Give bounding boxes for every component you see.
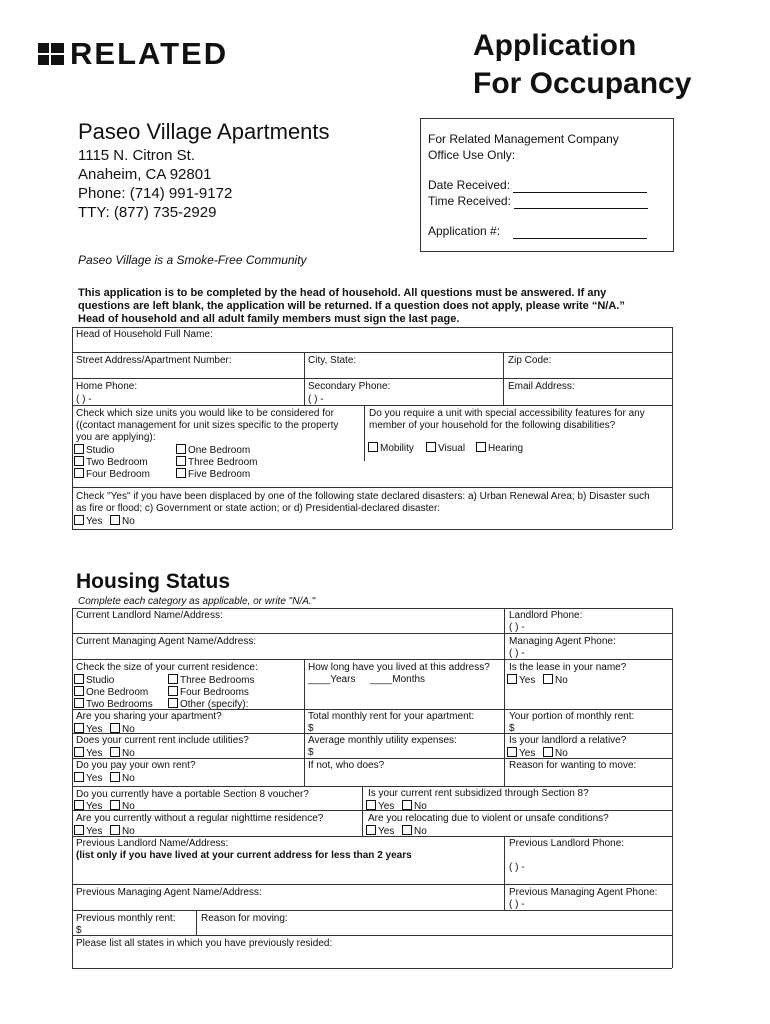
checkbox[interactable]	[110, 515, 120, 525]
avg-utility-label: Average monthly utility expenses:	[308, 735, 457, 746]
checkbox[interactable]	[176, 468, 186, 478]
prev-agent-label: Previous Managing Agent Name/Address:	[76, 887, 262, 898]
subsidized-yes-option[interactable]: Yes	[366, 800, 394, 813]
subsidized-no-option[interactable]: No	[402, 800, 427, 813]
own-rent-q: Do you pay your own rent?	[76, 760, 196, 771]
res-one-bedroom-option[interactable]: One Bedroom	[74, 686, 148, 699]
agent-phone-field[interactable]: ( ) -	[509, 648, 525, 659]
total-rent-label: Total monthly rent for your apartment:	[308, 711, 475, 722]
res-two-bedrooms-option[interactable]: Two Bedrooms	[74, 698, 153, 711]
email-label: Email Address:	[508, 381, 575, 392]
checkbox[interactable]	[543, 747, 553, 757]
studio-option[interactable]: Studio	[74, 444, 114, 457]
zip-code-label: Zip Code:	[508, 355, 552, 366]
agent-phone-label: Managing Agent Phone:	[509, 636, 616, 647]
prev-landlord-label: Previous Landlord Name/Address:	[76, 838, 229, 849]
secondary-phone-label: Secondary Phone:	[308, 381, 391, 392]
hearing-option[interactable]: Hearing	[476, 442, 523, 455]
res-studio-option[interactable]: Studio	[74, 674, 114, 687]
sharing-no-option[interactable]: No	[110, 723, 135, 736]
checkbox[interactable]	[110, 800, 120, 810]
lease-q: Is the lease in your name?	[509, 662, 627, 673]
checkbox[interactable]	[476, 442, 486, 452]
checkbox[interactable]	[366, 800, 376, 810]
lease-yes-option[interactable]: Yes	[507, 674, 535, 687]
own-rent-yes-option[interactable]: Yes	[74, 772, 102, 785]
application-number-field[interactable]	[513, 238, 647, 239]
secondary-phone-field[interactable]: ( ) -	[308, 394, 324, 405]
instructions: This application is to be completed by the head of household. All questions must be answered. If any questions are left blank, the application will be returned. If a question does not apply, please write “N/A.” Head of household and all adult family members must sign the last page.	[78, 287, 625, 325]
current-landlord-label: Current Landlord Name/Address:	[76, 610, 223, 621]
two-bedroom-option[interactable]: Two Bedroom	[74, 456, 148, 469]
years-field[interactable]: ____Years	[308, 674, 356, 685]
checkbox[interactable]	[176, 456, 186, 466]
who-pays-label: If not, who does?	[308, 760, 385, 771]
section8-no-option[interactable]: No	[110, 800, 135, 813]
prev-rent-label: Previous monthly rent:	[76, 913, 176, 924]
prev-agent-phone-label: Previous Managing Agent Phone:	[509, 887, 658, 898]
section8-yes-option[interactable]: Yes	[74, 800, 102, 813]
relative-yes-option[interactable]: Yes	[507, 747, 535, 760]
accessibility-q2: member of your household for the following disabilities?	[369, 420, 616, 431]
relocating-yes-option[interactable]: Yes	[366, 825, 394, 838]
property-name: Paseo Village Apartments	[78, 119, 330, 144]
property-tty: TTY: (877) 735-2929	[78, 204, 217, 221]
subsidized-q: Is your current rent subsidized through Section 8?	[368, 788, 589, 799]
unit-size-q1: Check which size units you would like to be considered for	[76, 408, 334, 419]
how-long-q: How long have you lived at this address?	[308, 662, 490, 673]
home-phone-field[interactable]: ( ) -	[76, 394, 92, 405]
hoh-name-label: Head of Household Full Name:	[76, 329, 213, 340]
unit-size-q2: ((contact management for unit sizes specific to the property	[76, 420, 339, 431]
five-bedroom-option[interactable]: Five Bedroom	[176, 468, 250, 481]
landlord-phone-field[interactable]: ( ) -	[509, 622, 525, 633]
rent-portion-label: Your portion of monthly rent:	[509, 711, 635, 722]
prev-landlord-note: (list only if you have lived at your current address for less than 2 years	[76, 850, 412, 861]
city-state-label: City, State:	[308, 355, 357, 366]
checkbox[interactable]	[74, 747, 84, 757]
checkbox[interactable]	[74, 825, 84, 835]
checkbox[interactable]	[110, 723, 120, 733]
logo-text: RELATED	[70, 36, 229, 71]
previous-states-label: Please list all states in which you have previously resided:	[76, 938, 333, 949]
prev-landlord-phone-label: Previous Landlord Phone:	[509, 838, 625, 849]
visual-option[interactable]: Visual	[426, 442, 465, 455]
checkbox[interactable]	[176, 444, 186, 454]
property-address2: Anaheim, CA 92801	[78, 166, 212, 183]
one-bedroom-option[interactable]: One Bedroom	[176, 444, 250, 457]
section8-q: Do you currently have a portable Section 8 voucher?	[76, 789, 309, 800]
checkbox[interactable]	[168, 698, 178, 708]
res-other-option[interactable]: Other (specify):	[168, 698, 248, 711]
checkbox[interactable]	[368, 442, 378, 452]
checkbox[interactable]	[168, 686, 178, 696]
res-four-bedrooms-option[interactable]: Four Bedrooms	[168, 686, 249, 699]
current-agent-label: Current Managing Agent Name/Address:	[76, 636, 257, 647]
months-field[interactable]: ____Months	[370, 674, 426, 685]
checkbox[interactable]	[74, 800, 84, 810]
total-rent-field[interactable]: $	[308, 723, 314, 734]
housing-status-subtitle: Complete each category as applicable, or write "N/A."	[78, 596, 316, 607]
sharing-q: Are you sharing your apartment?	[76, 711, 222, 722]
disaster-no-option[interactable]: No	[110, 515, 135, 528]
property-address1: 1115 N. Citron St.	[78, 147, 195, 164]
unit-size-q3: you are applying):	[76, 432, 156, 443]
own-rent-no-option[interactable]: No	[110, 772, 135, 785]
utilities-no-option[interactable]: No	[110, 747, 135, 760]
disaster-yes-option[interactable]: Yes	[74, 515, 102, 528]
property-info	[78, 118, 330, 222]
prev-rent-field[interactable]: $	[76, 925, 82, 936]
checkbox[interactable]	[74, 723, 84, 733]
checkbox[interactable]	[507, 747, 517, 757]
checkbox[interactable]	[110, 747, 120, 757]
nighttime-yes-option[interactable]: Yes	[74, 825, 102, 838]
checkbox[interactable]	[110, 825, 120, 835]
office-use-box: For Related Management Company Office Use Only: Date Received: Time Received: Application #:	[420, 118, 674, 252]
disaster-q2: as fire or flood; c) Government or state action; or d) Presidential-declared disaster:	[76, 503, 441, 514]
checkbox[interactable]	[74, 698, 84, 708]
utilities-q: Does your current rent include utilities?	[76, 735, 249, 746]
street-address-label: Street Address/Apartment Number:	[76, 355, 232, 366]
disaster-q1: Check "Yes" if you have been displaced by one of the following state declared disasters: a) Urban Renewal Area; b) Disaster such	[76, 491, 650, 502]
checkbox[interactable]	[74, 686, 84, 696]
checkbox[interactable]	[168, 674, 178, 684]
accessibility-q1: Do you require a unit with special accessibility features for any	[369, 408, 645, 419]
nighttime-q: Are you currently without a regular nighttime residence?	[76, 813, 324, 824]
property-phone: Phone: (714) 991-9172	[78, 185, 233, 202]
checkbox[interactable]	[74, 468, 84, 478]
prev-landlord-phone-field[interactable]: ( ) -	[509, 862, 525, 873]
related-logo	[38, 38, 228, 69]
relative-no-option[interactable]: No	[543, 747, 568, 760]
smoke-free-note: Paseo Village is a Smoke-Free Community	[78, 253, 307, 267]
landlord-phone-label: Landlord Phone:	[509, 610, 583, 621]
four-bedroom-option[interactable]: Four Bedroom	[74, 468, 150, 481]
checkbox[interactable]	[507, 674, 517, 684]
home-phone-label: Home Phone:	[76, 381, 138, 392]
checkbox[interactable]	[74, 772, 84, 782]
checkbox[interactable]	[110, 772, 120, 782]
three-bedroom-option[interactable]: Three Bedroom	[176, 456, 257, 469]
mobility-option[interactable]: Mobility	[368, 442, 414, 455]
time-received-field[interactable]	[514, 208, 648, 209]
rent-portion-field[interactable]: $	[509, 723, 515, 734]
avg-utility-field[interactable]: $	[308, 747, 314, 758]
lease-no-option[interactable]: No	[543, 674, 568, 687]
reason-wanting-move-label: Reason for wanting to move:	[509, 760, 637, 771]
housing-status-heading: Housing Status	[76, 570, 231, 593]
reason-moving-label: Reason for moving:	[201, 913, 288, 924]
checkbox[interactable]	[402, 825, 412, 835]
checkbox[interactable]	[74, 456, 84, 466]
page-title: Application For Occupancy	[473, 29, 692, 100]
checkbox[interactable]	[402, 800, 412, 810]
nighttime-no-option[interactable]: No	[110, 825, 135, 838]
utilities-yes-option[interactable]: Yes	[74, 747, 102, 760]
logo-mark-icon	[38, 43, 64, 65]
relocating-q: Are you relocating due to violent or unsafe conditions?	[368, 813, 609, 824]
sharing-yes-option[interactable]: Yes	[74, 723, 102, 736]
relative-q: Is your landlord a relative?	[509, 735, 627, 746]
checkbox[interactable]	[543, 674, 553, 684]
relocating-no-option[interactable]: No	[402, 825, 427, 838]
residence-size-q: Check the size of your current residence:	[76, 662, 258, 673]
res-three-bedrooms-option[interactable]: Three Bedrooms	[168, 674, 254, 687]
checkbox[interactable]	[74, 515, 84, 525]
checkbox[interactable]	[366, 825, 376, 835]
checkbox[interactable]	[74, 444, 84, 454]
checkbox[interactable]	[426, 442, 436, 452]
prev-agent-phone-field[interactable]: ( ) -	[509, 899, 525, 910]
checkbox[interactable]	[74, 674, 84, 684]
